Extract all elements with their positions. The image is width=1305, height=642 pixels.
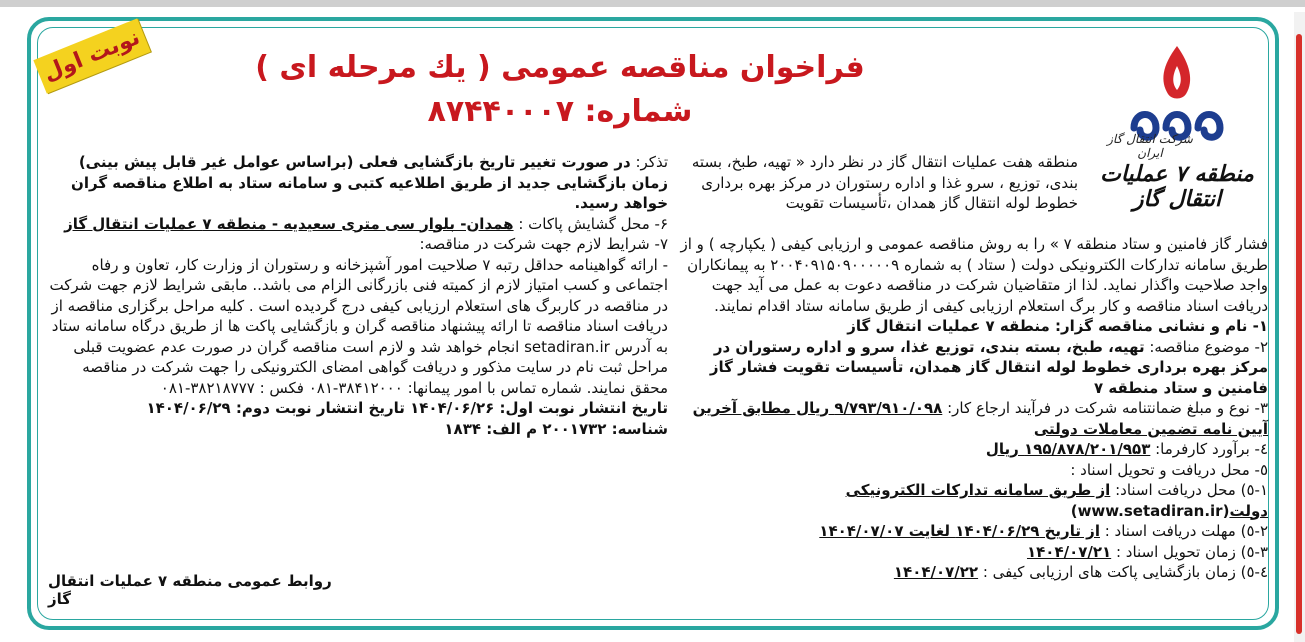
left-column bbox=[48, 152, 668, 439]
item-3-label: ۳- نوع و مبلغ ضمانتنامه شرکت در فرآیند ارجاع کار: bbox=[942, 399, 1268, 417]
item-3 bbox=[676, 398, 1268, 439]
item-5-4-label: ٤-٥) زمان بازگشایی پاکت های ارزیابی کیفی : bbox=[978, 563, 1268, 581]
item-5-1 bbox=[676, 480, 1268, 521]
right-column bbox=[676, 234, 1268, 583]
intro-paragraph-part1 bbox=[676, 152, 1078, 214]
item-5-4 bbox=[676, 562, 1268, 583]
publish-dates: تاریخ انتشار نوبت اول: ۱۴۰۴/۰۶/۲۶ تاریخ انتشار نوبت دوم: ۱۴۰۴/۰۶/۲۹ bbox=[146, 399, 668, 417]
setad-url: (www.setadiran.ir) bbox=[1070, 501, 1230, 520]
top-bar bbox=[0, 0, 1305, 7]
note-label: تذکر: bbox=[630, 153, 668, 171]
item-7: ۷- شرایط لازم جهت شرکت در مناقصه: bbox=[419, 235, 668, 253]
item-4-value: ۱۹۵/۸۷۸/۲۰۱/۹۵۳ ریال bbox=[985, 440, 1151, 458]
item-5-4-value: ۱۴۰۴/۰۷/۲۲ bbox=[893, 563, 979, 581]
item-5-2-label: ۲-٥) مهلت دریافت اسناد : bbox=[1099, 522, 1268, 540]
item-2-value: تهیه، طبخ، بسته بندی، توزیع غذا، سرو و اداره رستوران در مرکز بهره برداری خطوط لوله انتقال گاز همدان، تأسیسات تقویت فشار گاز فامنین و ستاد منطقه ۷ bbox=[709, 337, 1268, 397]
logo-company-name: شرکت انتقال گاز ایران bbox=[1107, 132, 1193, 160]
item-5-3-label: ۳-٥) زمان تحویل اسناد : bbox=[1111, 542, 1268, 561]
item-4-label: ٤- برآورد کارفرما: bbox=[1150, 440, 1268, 458]
intro-text-2: فشار گاز فامنین و ستاد منطقه ۷ » را به روش مناقصه عمومی و ارزیابی کیفی ( یکپارچه ) و از طریق سامانه تدارکات الکترونیکی دولت ( ستاد ) به شماره ۲۰۰۴۰۹۱۵۰۹۰۰۰۰۰۹ به پیمانکاران واجد صلاحیت واگذار نماید. لذا از متقاضیان شرکت در مناقصه دعوت به عمل می آید جهت دریافت اسناد مناقصه و کار برگ استعلام ارزیابی کیفی از طریق سامانه ستاد اقدام نمایند. bbox=[680, 235, 1268, 315]
item-5-1-label: ۱-٥) محل دریافت اسناد: bbox=[1110, 481, 1268, 499]
item-5-3 bbox=[676, 542, 1268, 563]
tender-id: شناسه: ۲۰۰۱۷۳۲ م الف: ۱۸۳۴ bbox=[444, 419, 668, 438]
item-5-3-value: ۱۴۰۴/۰۷/۲۱ bbox=[1026, 542, 1112, 561]
item-5: ٥- محل دریافت و تحویل اسناد : bbox=[1070, 460, 1268, 479]
tender-number: شماره: ۸۷۴۴۰۰۰۷ bbox=[427, 94, 693, 129]
item-6-value: همدان- بلوار سی متری سعیدیه - منطقه ۷ عملیات انتقال گاز bbox=[64, 214, 514, 233]
item-5-1-value: از طریق سامانه تدارکات الکترونیکی دولت bbox=[845, 481, 1268, 520]
item-4 bbox=[676, 439, 1268, 460]
page-edge-strip bbox=[1294, 12, 1305, 642]
item-7-body: - ارائه گواهینامه حداقل رتبه ۷ صلاحیت امور آشپزخانه و رستوران از وزارت کار، تعاون و رفاه اجتماعی و کسب امتیاز لازم از کمیته فنی بازرگانی الزام می باشد.. مابقی شرایط لازم جهت شرکت در مناقصه در کاربرگ های استعلام ارزیابی کیفی درج گردیده است . کلیه مراحل برگزاری مناقصه از دریافت اسناد مناقصه تا ارائه پیشنهاد مناقصه گران و بازگشایی پاکت ها از طریق درگاه سامانه ستاد به آدرس setadiran.ir انجام خواهد شد و لازم است مناقصه گران در صورت عدم عضویت قبلی مراحل ثبت نام در سایت مذکور و دریافت گواهی امضای الکترونیکی را جهت شرکت در مناقصه محقق نمایند. شماره تماس با امور پیمانها: ۳۸۴۱۲۰۰۰-۰۸۱ فکس : ۳۸۲۱۸۷۷۷-۰۸۱ bbox=[49, 255, 668, 397]
tender-title: فراخوان مناقصه عمومی ( یك مرحله ای ) bbox=[255, 50, 865, 85]
item-5-2 bbox=[676, 521, 1268, 542]
logo-region-name: منطقه ۷ عملیات انتقال گاز bbox=[1100, 162, 1254, 212]
note bbox=[48, 152, 668, 214]
item-6 bbox=[48, 214, 668, 235]
item-6-label: ۶- محل گشایش پاکات : bbox=[513, 214, 668, 233]
item-2-label: ۲- موضوع مناقصه: bbox=[1144, 337, 1268, 356]
public-relations-signature: روابط عمومی منطقه ۷ عملیات انتقال گاز bbox=[48, 572, 332, 608]
item-3-value: ۹/۷۹۳/۹۱۰/۰۹۸ ریال مطابق آخرین آیین نامه تضمین معاملات دولتی bbox=[692, 399, 1268, 438]
item-1: ۱- نام و نشانی مناقصه گزار: منطقه ۷ عملیات انتقال گاز bbox=[847, 317, 1268, 335]
note-value: در صورت تغییر تاریخ بازگشایی فعلی (براساس عوامل غیر قابل پیش بینی) زمان بازگشایی جدید از طریق اطلاعیه کتبی و سامانه ستاد به اطلاع مناقصه گران خواهد رسید. bbox=[71, 153, 668, 212]
first-round-badge: نوبت اول bbox=[33, 18, 150, 93]
intro-text-1: منطقه هفت عملیات انتقال گاز در نظر دارد « تهیه، طبخ، بسته بندی، توزیع ، سرو غذا و اداره رستوران در مرکز بهره برداری خطوط لوله انتقال گاز همدان ،تأسیسات تقویت bbox=[691, 153, 1078, 212]
item-2 bbox=[676, 337, 1268, 399]
item-5-2-value: از تاریخ ۱۴۰۴/۰۶/۲۹ لغایت ۱۴۰۴/۰۷/۰۷ bbox=[819, 522, 1100, 540]
